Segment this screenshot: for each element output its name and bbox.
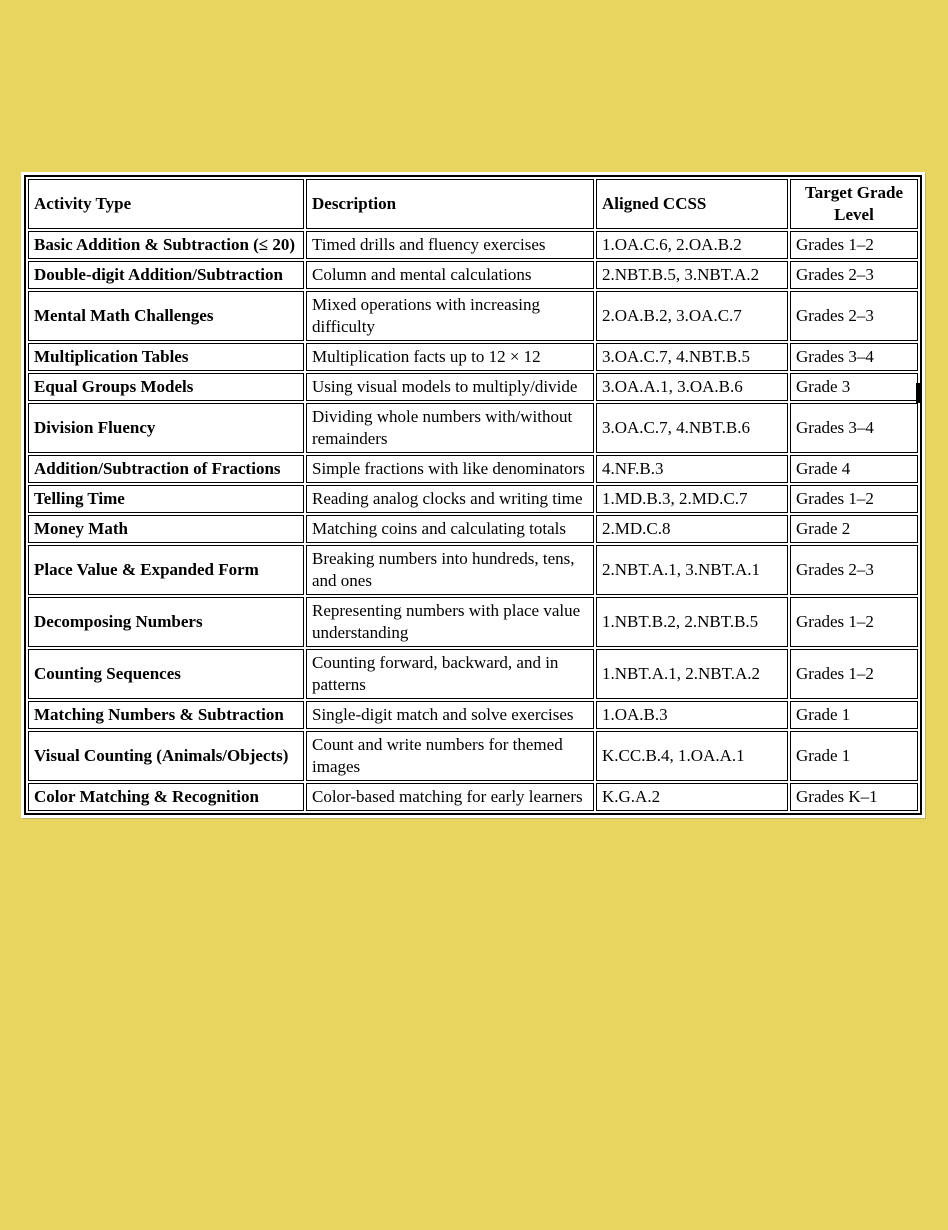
activities-table	[24, 175, 922, 815]
activity-cell: Counting Sequences	[28, 649, 304, 699]
grade-cell: Grades 3–4	[790, 343, 918, 371]
ccss-cell: 1.OA.C.6, 2.OA.B.2	[596, 231, 788, 259]
ccss-cell: 2.NBT.B.5, 3.NBT.A.2	[596, 261, 788, 289]
ccss-cell: K.G.A.2	[596, 783, 788, 811]
grade-cell: Grade 1	[790, 701, 918, 729]
ccss-cell: 1.MD.B.3, 2.MD.C.7	[596, 485, 788, 513]
grade-cell: Grades 2–3	[790, 291, 918, 341]
description-cell: Breaking numbers into hundreds, tens, and ones	[306, 545, 594, 595]
description-cell: Timed drills and fluency exercises	[306, 231, 594, 259]
table-row	[28, 597, 918, 647]
table-row	[28, 515, 918, 543]
activity-cell: Matching Numbers & Subtraction	[28, 701, 304, 729]
description-cell: Using visual models to multiply/divide	[306, 373, 594, 401]
grade-cell: Grade 4	[790, 455, 918, 483]
grade-cell: Grades 1–2	[790, 231, 918, 259]
table-row	[28, 783, 918, 811]
ccss-cell: 1.NBT.A.1, 2.NBT.A.2	[596, 649, 788, 699]
description-cell: Reading analog clocks and writing time	[306, 485, 594, 513]
grade-cell: Grade 3	[790, 373, 918, 401]
activity-cell: Multiplication Tables	[28, 343, 304, 371]
table-row	[28, 231, 918, 259]
grade-cell: Grades 3–4	[790, 403, 918, 453]
header-target-grade-level: Target Grade Level	[790, 179, 918, 229]
table-row	[28, 545, 918, 595]
activity-cell: Addition/Subtraction of Fractions	[28, 455, 304, 483]
grade-cell: Grade 2	[790, 515, 918, 543]
activity-cell: Mental Math Challenges	[28, 291, 304, 341]
activity-cell: Color Matching & Recognition	[28, 783, 304, 811]
table-row	[28, 291, 918, 341]
activity-cell: Telling Time	[28, 485, 304, 513]
ccss-cell: 1.NBT.B.2, 2.NBT.B.5	[596, 597, 788, 647]
table-row	[28, 455, 918, 483]
description-cell: Multiplication facts up to 12 × 12	[306, 343, 594, 371]
header-activity-type: Activity Type	[28, 179, 304, 229]
header-row	[28, 179, 918, 229]
ccss-cell: 2.OA.B.2, 3.OA.C.7	[596, 291, 788, 341]
activity-cell: Decomposing Numbers	[28, 597, 304, 647]
ccss-cell: 1.OA.B.3	[596, 701, 788, 729]
activity-cell: Place Value & Expanded Form	[28, 545, 304, 595]
ccss-cell: 3.OA.C.7, 4.NBT.B.6	[596, 403, 788, 453]
table-row	[28, 261, 918, 289]
description-cell: Count and write numbers for themed images	[306, 731, 594, 781]
grade-cell: Grades 2–3	[790, 545, 918, 595]
activity-cell: Double-digit Addition/Subtraction	[28, 261, 304, 289]
ccss-cell: 2.MD.C.8	[596, 515, 788, 543]
description-cell: Counting forward, backward, and in patterns	[306, 649, 594, 699]
text-cursor	[916, 383, 920, 403]
description-cell: Column and mental calculations	[306, 261, 594, 289]
table-row	[28, 485, 918, 513]
table-row	[28, 343, 918, 371]
description-cell: Color-based matching for early learners	[306, 783, 594, 811]
description-cell: Single-digit match and solve exercises	[306, 701, 594, 729]
description-cell: Dividing whole numbers with/without remainders	[306, 403, 594, 453]
table-row	[28, 649, 918, 699]
table-row	[28, 403, 918, 453]
ccss-cell: 3.OA.A.1, 3.OA.B.6	[596, 373, 788, 401]
grade-cell: Grade 1	[790, 731, 918, 781]
grade-cell: Grades 2–3	[790, 261, 918, 289]
grade-cell: Grades 1–2	[790, 485, 918, 513]
grade-cell: Grades 1–2	[790, 597, 918, 647]
grade-cell: Grades 1–2	[790, 649, 918, 699]
activity-cell: Money Math	[28, 515, 304, 543]
description-cell: Mixed operations with increasing difficulty	[306, 291, 594, 341]
activity-cell: Basic Addition & Subtraction (≤ 20)	[28, 231, 304, 259]
description-cell: Representing numbers with place value understanding	[306, 597, 594, 647]
description-cell: Matching coins and calculating totals	[306, 515, 594, 543]
table-row	[28, 731, 918, 781]
grade-cell: Grades K–1	[790, 783, 918, 811]
description-cell: Simple fractions with like denominators	[306, 455, 594, 483]
table-row	[28, 373, 918, 401]
header-description: Description	[306, 179, 594, 229]
ccss-cell: 4.NF.B.3	[596, 455, 788, 483]
ccss-cell: 2.NBT.A.1, 3.NBT.A.1	[596, 545, 788, 595]
table-row	[28, 701, 918, 729]
document-page	[21, 172, 925, 818]
table-body	[28, 231, 918, 811]
header-aligned-ccss: Aligned CCSS	[596, 179, 788, 229]
activity-cell: Division Fluency	[28, 403, 304, 453]
ccss-cell: 3.OA.C.7, 4.NBT.B.5	[596, 343, 788, 371]
activity-cell: Visual Counting (Animals/Objects)	[28, 731, 304, 781]
ccss-cell: K.CC.B.4, 1.OA.A.1	[596, 731, 788, 781]
activity-cell: Equal Groups Models	[28, 373, 304, 401]
